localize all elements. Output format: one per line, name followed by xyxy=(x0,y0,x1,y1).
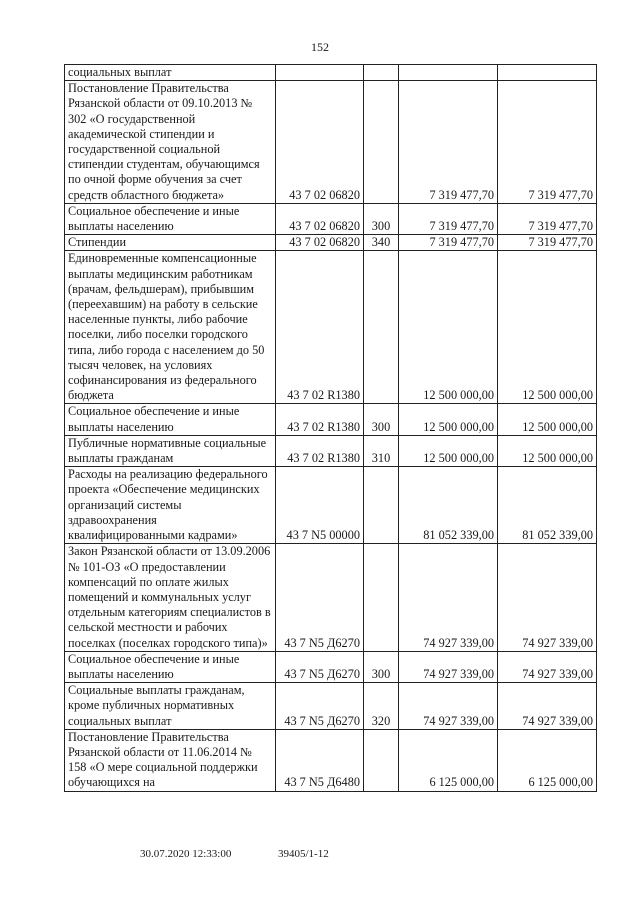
row-code: 43 7 02 R1380 xyxy=(276,435,364,466)
row-amount-2: 12 500 000,00 xyxy=(498,404,597,435)
row-name: Публичные нормативные социальные выплаты гражданам xyxy=(65,435,276,466)
row-amount-1: 7 319 477,70 xyxy=(399,203,498,234)
row-code: 43 7 02 06820 xyxy=(276,203,364,234)
row-amount-1: 12 500 000,00 xyxy=(399,251,498,404)
row-name: Постановление Правительства Рязанской области от 09.10.2013 № 302 «О государственной академической стипендии и государственной социальной стипендии студентам, обучающимся по очной форме обучения за счет средств областного бюджета» xyxy=(65,81,276,204)
row-code: 43 7 N5 Д6270 xyxy=(276,651,364,682)
row-amount-1: 12 500 000,00 xyxy=(399,404,498,435)
row-amount-1: 7 319 477,70 xyxy=(399,81,498,204)
row-code: 43 7 N5 Д6270 xyxy=(276,683,364,730)
row-amount-2: 6 125 000,00 xyxy=(498,729,597,791)
row-amount-2: 12 500 000,00 xyxy=(498,251,597,404)
row-name: Постановление Правительства Рязанской области от 11.06.2014 № 158 «О мере социальной поддержки обучающихся на xyxy=(65,729,276,791)
row-amount-1 xyxy=(399,65,498,81)
row-type: 320 xyxy=(364,683,399,730)
table-row xyxy=(65,65,597,81)
table-row xyxy=(65,544,597,651)
row-amount-1: 74 927 339,00 xyxy=(399,544,498,651)
row-amount-1: 12 500 000,00 xyxy=(399,435,498,466)
row-type: 310 xyxy=(364,435,399,466)
row-code: 43 7 N5 Д6270 xyxy=(276,544,364,651)
row-amount-1: 74 927 339,00 xyxy=(399,651,498,682)
row-code: 43 7 02 06820 xyxy=(276,81,364,204)
table-row xyxy=(65,81,597,204)
row-code: 43 7 N5 Д6480 xyxy=(276,729,364,791)
table-row xyxy=(65,683,597,730)
row-amount-2: 74 927 339,00 xyxy=(498,683,597,730)
row-amount-1: 6 125 000,00 xyxy=(399,729,498,791)
row-amount-2 xyxy=(498,65,597,81)
row-amount-1: 74 927 339,00 xyxy=(399,683,498,730)
row-amount-2: 7 319 477,70 xyxy=(498,203,597,234)
row-code xyxy=(276,65,364,81)
row-type: 300 xyxy=(364,651,399,682)
row-code: 43 7 02 06820 xyxy=(276,235,364,251)
table-row xyxy=(65,235,597,251)
row-type xyxy=(364,81,399,204)
table-row xyxy=(65,729,597,791)
row-code: 43 7 02 R1380 xyxy=(276,404,364,435)
table-row xyxy=(65,651,597,682)
row-name: Расходы на реализацию федерального проекта «Обеспечение медицинских организаций системы здравоохранения квалифицированными кадрами» xyxy=(65,467,276,544)
row-type xyxy=(364,65,399,81)
row-type: 340 xyxy=(364,235,399,251)
row-type xyxy=(364,544,399,651)
row-name: Социальное обеспечение и иные выплаты населению xyxy=(65,203,276,234)
table-row xyxy=(65,251,597,404)
row-type: 300 xyxy=(364,203,399,234)
row-amount-2: 74 927 339,00 xyxy=(498,651,597,682)
row-amount-1: 81 052 339,00 xyxy=(399,467,498,544)
row-name: Социальное обеспечение и иные выплаты населению xyxy=(65,404,276,435)
footer-datetime: 30.07.2020 12:33:00 xyxy=(140,848,232,860)
row-type xyxy=(364,729,399,791)
footer-doc-ref: 39405/1-12 xyxy=(278,848,329,860)
row-name: Социальные выплаты гражданам, кроме публичных нормативных социальных выплат xyxy=(65,683,276,730)
table-row xyxy=(65,404,597,435)
row-name: Стипендии xyxy=(65,235,276,251)
table-row xyxy=(65,203,597,234)
row-amount-2: 7 319 477,70 xyxy=(498,81,597,204)
row-type xyxy=(364,251,399,404)
row-code: 43 7 N5 00000 xyxy=(276,467,364,544)
row-amount-2: 12 500 000,00 xyxy=(498,435,597,466)
row-type: 300 xyxy=(364,404,399,435)
row-amount-2: 7 319 477,70 xyxy=(498,235,597,251)
row-amount-1: 7 319 477,70 xyxy=(399,235,498,251)
table-row xyxy=(65,435,597,466)
row-code: 43 7 02 R1380 xyxy=(276,251,364,404)
row-name: Социальное обеспечение и иные выплаты населению xyxy=(65,651,276,682)
row-amount-2: 81 052 339,00 xyxy=(498,467,597,544)
row-name: Закон Рязанской области от 13.09.2006 № 101-ОЗ «О предоставлении компенсаций по оплате жилых помещений и коммунальных услуг отдельным категориям специалистов в сельской местности и рабочих поселках (поселках городского типа)» xyxy=(65,544,276,651)
row-amount-2: 74 927 339,00 xyxy=(498,544,597,651)
budget-table xyxy=(64,64,597,792)
row-type xyxy=(364,467,399,544)
page-number: 152 xyxy=(311,40,329,54)
row-name: социальных выплат xyxy=(65,65,276,81)
table-row xyxy=(65,467,597,544)
row-name: Единовременные компенсационные выплаты медицинским работникам (врачам, фельдшерам), прибывшим (переехавшим) на работу в сельские населенные пункты, либо рабочие поселки, либо поселки городского типа, либо города с населением до 50 тысяч человек, на условиях софинансирования из федерального бюджета xyxy=(65,251,276,404)
